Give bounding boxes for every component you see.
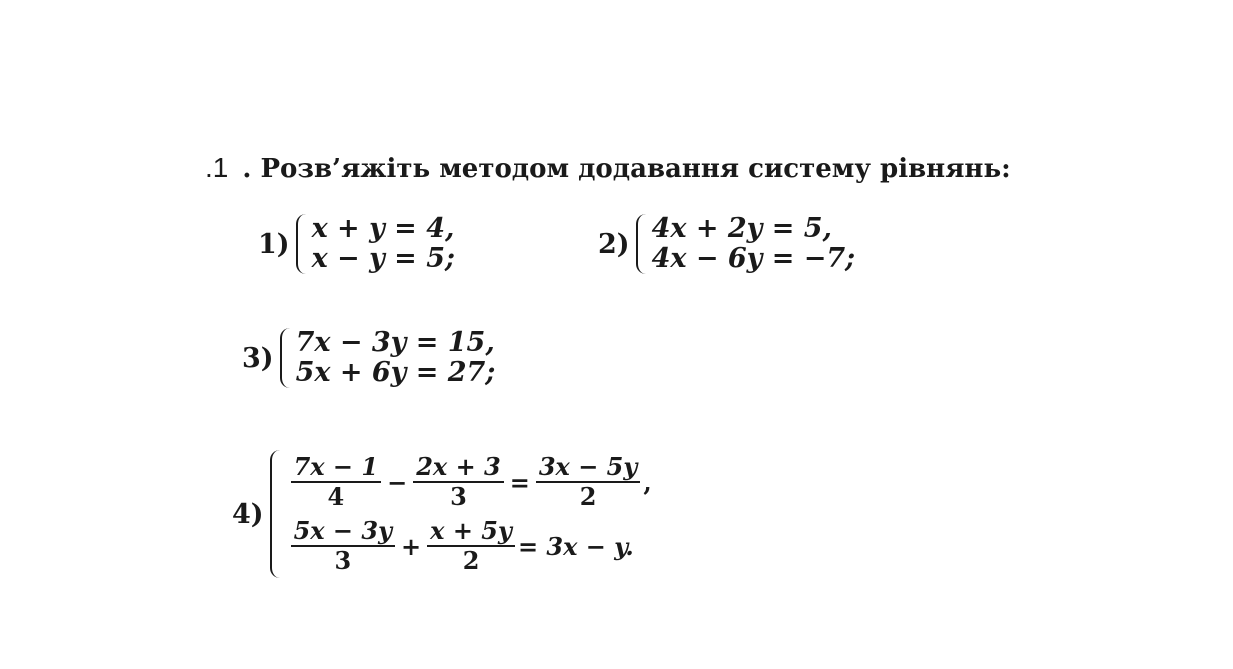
denominator: 2 bbox=[462, 546, 480, 575]
system-1 bbox=[258, 214, 455, 274]
denominator: 4 bbox=[327, 482, 345, 511]
fraction bbox=[536, 453, 640, 511]
system-2-eq2: 4x − 6y = −7; bbox=[651, 243, 856, 274]
numerator: x + 5y bbox=[427, 517, 515, 547]
task-instruction: . Розв’яжіть методом додавання систему рівнянь: bbox=[242, 154, 1011, 184]
numerator: 2x + 3 bbox=[413, 453, 504, 483]
system-3 bbox=[242, 328, 495, 388]
system-2 bbox=[598, 214, 855, 274]
brace-icon bbox=[636, 214, 648, 274]
fraction bbox=[413, 453, 504, 511]
system-1-eq1: x + y = 4, bbox=[311, 213, 455, 244]
system-3-label: 3) bbox=[242, 342, 274, 374]
system-2-eq1: 4x + 2y = 5, bbox=[651, 213, 832, 244]
task-number: .1 bbox=[205, 152, 229, 183]
numerator: 7x − 1 bbox=[291, 453, 382, 483]
operator: − bbox=[387, 467, 408, 497]
system-3-eq2: 5x + 6y = 27; bbox=[295, 357, 496, 388]
denominator: 3 bbox=[334, 546, 352, 575]
system-3-eq1: 7x − 3y = 15, bbox=[295, 327, 495, 358]
system-4-label: 4) bbox=[232, 498, 264, 530]
system-4 bbox=[232, 450, 652, 578]
operator: + bbox=[401, 531, 422, 561]
system-1-label: 1) bbox=[258, 228, 290, 260]
system-1-eq2: x − y = 5; bbox=[311, 243, 455, 274]
brace-icon bbox=[280, 328, 292, 388]
fraction bbox=[291, 453, 382, 511]
right-hand-side: = 3x − y. bbox=[517, 531, 634, 561]
brace-icon bbox=[296, 214, 308, 274]
fraction bbox=[291, 517, 395, 575]
operator: = bbox=[509, 467, 530, 497]
fraction bbox=[427, 517, 515, 575]
numerator: 3x − 5y bbox=[536, 453, 640, 483]
punctuation: , bbox=[643, 467, 652, 497]
system-2-label: 2) bbox=[598, 228, 630, 260]
system-4-eq2 bbox=[288, 514, 652, 578]
numerator: 5x − 3y bbox=[291, 517, 395, 547]
denominator: 2 bbox=[579, 482, 597, 511]
brace-icon bbox=[270, 450, 284, 578]
denominator: 3 bbox=[450, 482, 467, 511]
system-4-eq1 bbox=[288, 450, 652, 514]
task-title bbox=[205, 152, 1011, 184]
